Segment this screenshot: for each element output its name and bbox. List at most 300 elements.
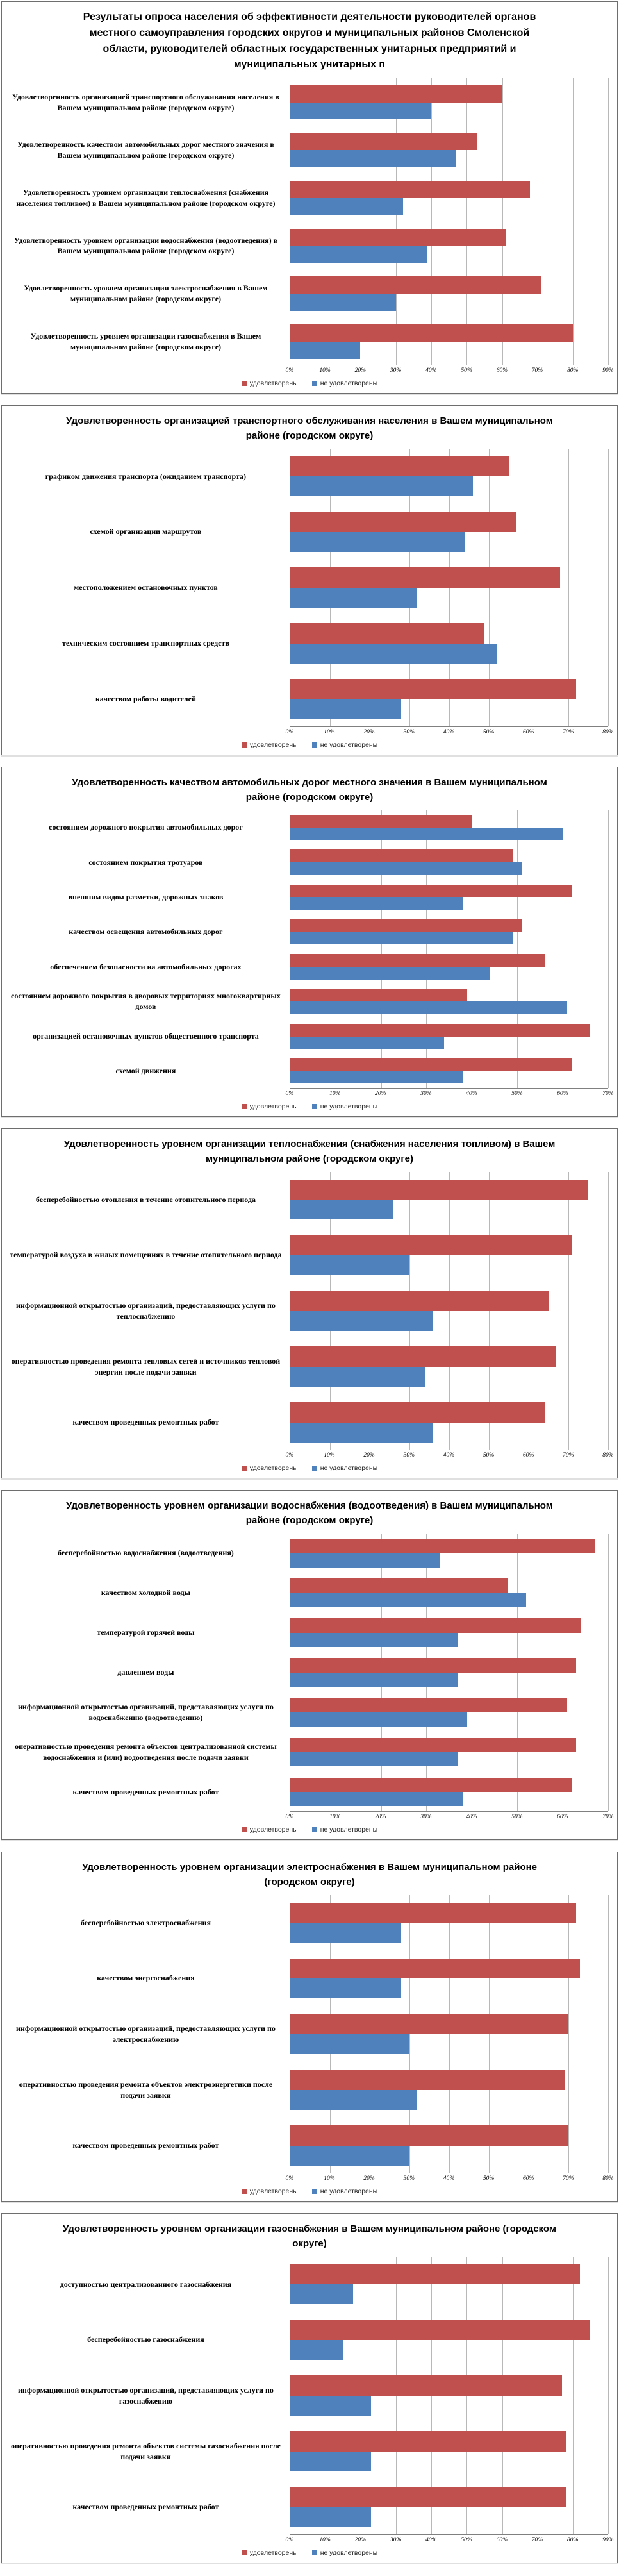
bar-group — [290, 917, 608, 946]
category-label: качеством энергоснабжения — [97, 1973, 195, 1983]
category-label: информационной открытостью организаций, представляющих услуги по водоснабжению (водоотведению) — [17, 1702, 274, 1722]
not-satisfied-bar — [290, 1367, 425, 1387]
bar-group — [290, 1776, 608, 1809]
axis-tick-label: 10% — [319, 2537, 331, 2543]
axis-tick-label: 20% — [363, 1452, 375, 1459]
satisfied-bar — [290, 1235, 572, 1255]
axis-tick-label: 20% — [363, 729, 375, 735]
x-axis — [285, 1089, 614, 1100]
category-label: организацией остановочных пунктов общественного транспорта — [33, 1032, 259, 1041]
satisfied-bar — [290, 919, 522, 932]
axis-tick-label: 10% — [324, 729, 335, 735]
chart-title: Удовлетворенность уровнем организации электроснабжения в Вашем муниципальном районе (городском округе) — [81, 1862, 538, 1888]
not-satisfied-swatch-icon — [312, 1104, 317, 1109]
category-label: Удовлетворенность качеством автомобильных дорог местного значения в Вашем муниципальном районе (городском округе) — [17, 140, 274, 160]
category-label: состоянием дорожного покрытия в дворовых территориях многоквартирных домов — [11, 991, 281, 1012]
not-satisfied-bar — [290, 246, 427, 263]
not-satisfied-bar — [290, 1037, 444, 1050]
axis-tick-label: 20% — [354, 367, 367, 374]
legend-label-satisfied: удовлетворены — [249, 741, 298, 749]
axis-tick-label: 40% — [443, 1452, 455, 1459]
bar-group — [290, 2067, 608, 2112]
category-row — [7, 845, 608, 880]
bar-group — [290, 274, 608, 313]
category-label: схемой организации маршрутов — [90, 527, 202, 537]
satisfied-swatch-icon — [242, 2550, 247, 2555]
axis-tick-label: 90% — [602, 2537, 614, 2543]
category-label: качеством проведенных ремонтных работ — [72, 1418, 219, 1427]
not-satisfied-bar — [290, 1792, 463, 1806]
satisfied-bar — [290, 1539, 595, 1553]
gridline — [608, 1895, 609, 2173]
category-row — [7, 671, 608, 727]
not-satisfied-bar — [290, 1978, 401, 1998]
axis-tick-label: 50% — [483, 1452, 495, 1459]
legend-label-not-satisfied: не удовлетворены — [320, 2549, 378, 2557]
axis-tick-label: 50% — [483, 2175, 495, 2182]
bar-group — [290, 2484, 608, 2530]
axis-tick-label: 50% — [483, 729, 495, 735]
chart-body — [7, 1534, 608, 1812]
axis-tick-label: 10% — [324, 2175, 335, 2182]
axis-tick-label: 10% — [329, 1814, 341, 1820]
satisfied-bar — [290, 1903, 576, 1923]
chart-panel — [1, 767, 618, 1117]
gridline — [608, 1172, 609, 1450]
category-row — [7, 2006, 608, 2062]
plot-area — [7, 1172, 614, 1462]
legend-label-not-satisfied: не удовлетворены — [320, 1826, 378, 1834]
axis-tick-label: 70% — [602, 1814, 614, 1820]
satisfied-swatch-icon — [242, 1827, 247, 1832]
satisfied-bar — [290, 954, 545, 967]
legend-label-satisfied: удовлетворены — [249, 1464, 298, 1472]
category-row — [7, 1339, 608, 1394]
category-row — [7, 78, 608, 126]
axis-tick-label: 50% — [461, 367, 472, 374]
bar-group — [290, 1022, 608, 1051]
satisfied-bar — [290, 679, 576, 699]
legend-label-satisfied: удовлетворены — [249, 380, 298, 387]
axis-tick-label: 60% — [496, 2537, 508, 2543]
category-rows — [7, 1534, 608, 1812]
x-axis — [285, 727, 614, 738]
axis-tick-label: 20% — [354, 2537, 367, 2543]
satisfied-bar — [290, 276, 541, 294]
category-row — [7, 914, 608, 949]
satisfied-bar — [290, 1058, 572, 1071]
satisfied-swatch-icon — [242, 2189, 247, 2194]
not-satisfied-bar — [290, 476, 473, 496]
chart-body — [7, 2257, 608, 2536]
bar-group — [290, 178, 608, 217]
axis-tick-label: 20% — [375, 1091, 386, 1097]
not-satisfied-bar — [290, 532, 465, 552]
bar-group — [290, 1696, 608, 1728]
legend-label-not-satisfied: не удовлетворены — [320, 380, 378, 387]
bar-group — [290, 621, 608, 666]
category-label: качеством проведенных ремонтных работ — [72, 2141, 219, 2150]
satisfied-bar — [290, 1618, 581, 1632]
axis-tick-label: 80% — [602, 1452, 614, 1459]
legend-item-not-satisfied — [312, 2187, 378, 2195]
satisfied-bar — [290, 815, 472, 828]
bar-group — [290, 848, 608, 877]
category-row — [7, 1895, 608, 1951]
satisfied-bar — [290, 456, 509, 476]
not-satisfied-bar — [290, 932, 513, 945]
category-label: бесперебойностью газоснабжения — [87, 2335, 204, 2345]
legend-item-not-satisfied — [312, 741, 378, 749]
legend-item-satisfied — [242, 741, 298, 749]
not-satisfied-bar — [290, 2034, 409, 2054]
plot-area — [7, 810, 614, 1100]
chart-title: Удовлетворенность уровнем организации водоснабжения (водоотведения) в Вашем муниципальном районе (городском округе) — [66, 1500, 553, 1526]
legend — [6, 2184, 613, 2198]
bar-group — [290, 2123, 608, 2168]
chart-body — [7, 810, 608, 1089]
legend-item-satisfied — [242, 2187, 298, 2195]
category-label: качеством проведенных ремонтных работ — [72, 1787, 219, 1796]
chart-body — [7, 449, 608, 728]
satisfied-bar — [290, 2070, 565, 2089]
category-label: температурой горячей воды — [97, 1628, 195, 1637]
category-row — [7, 1054, 608, 1089]
bar-group — [290, 509, 608, 555]
x-axis — [285, 2535, 614, 2546]
chart-title: Удовлетворенность организацией транспортного обслуживания населения в Вашем муниципальном районе (городском округе) — [66, 415, 553, 442]
legend — [6, 376, 613, 390]
axis-tick-label: 90% — [602, 367, 614, 374]
legend — [6, 2546, 613, 2560]
axis-tick-label: 0% — [285, 1091, 294, 1097]
not-satisfied-bar — [290, 1001, 567, 1014]
x-axis — [285, 1812, 614, 1823]
gridline — [608, 449, 609, 727]
legend-label-satisfied: удовлетворены — [249, 1103, 298, 1110]
legend-label-not-satisfied: не удовлетворены — [320, 1464, 378, 1472]
chart-body — [7, 1895, 608, 2174]
satisfied-bar — [290, 229, 506, 246]
category-label: доступностью централизованного газоснабжения — [60, 2279, 232, 2289]
category-rows — [7, 2257, 608, 2536]
category-label: схемой движения — [115, 1066, 176, 1076]
legend — [6, 1823, 613, 1837]
not-satisfied-bar — [290, 2396, 371, 2416]
category-row — [7, 2368, 608, 2423]
category-label: оперативностью проведения ремонта объектов электроэнергетики после подачи заявки — [19, 2079, 273, 2100]
x-axis — [285, 365, 614, 376]
not-satisfied-swatch-icon — [312, 2550, 317, 2555]
not-satisfied-bar — [290, 967, 490, 980]
axis-tick-label: 40% — [425, 2537, 437, 2543]
satisfied-bar — [290, 2431, 566, 2451]
category-label: информационной открытостью организаций, предоставляющих услуги по электроснабжению — [15, 2023, 276, 2044]
chart-title: Удовлетворенность уровнем организации теплоснабжения (снабжения населения топливом) в Вашем муниципальном районе (городском округе) — [63, 1139, 556, 1165]
satisfied-bar — [290, 1578, 508, 1593]
gridline — [608, 1534, 609, 1812]
not-satisfied-swatch-icon — [312, 381, 317, 386]
axis-tick-label: 20% — [375, 1814, 386, 1820]
not-satisfied-bar — [290, 2507, 371, 2527]
bar-group — [290, 953, 608, 982]
axis-tick-label: 50% — [511, 1091, 523, 1097]
axis-tick-label: 30% — [403, 1452, 415, 1459]
category-row — [7, 1653, 608, 1693]
category-label: обеспечением безопасности на автомобильных дорогах — [50, 962, 242, 971]
not-satisfied-bar — [290, 150, 456, 167]
axis-tick-label: 10% — [329, 1091, 341, 1097]
axis-tick-label: 40% — [466, 1814, 477, 1820]
category-label: бесперебойностью электроснабжения — [80, 1918, 211, 1927]
not-satisfied-bar — [290, 588, 417, 608]
not-satisfied-bar — [290, 1423, 433, 1443]
category-label: Удовлетворенность уровнем организации теплоснабжения (снабжения населения топливом) в Вашем муниципальном районе (городском округе) — [16, 187, 276, 208]
category-label: температурой воздуха в жилых помещениях в течение отопительного периода — [10, 1250, 282, 1260]
axis-tick-label: 70% — [563, 729, 574, 735]
not-satisfied-bar — [290, 198, 403, 215]
not-satisfied-bar — [290, 1200, 393, 1219]
bar-group — [290, 1176, 608, 1222]
bar-group — [290, 987, 608, 1016]
bar-group — [290, 1577, 608, 1609]
axis-tick-label: 0% — [285, 1452, 294, 1459]
category-row — [7, 984, 608, 1019]
legend-item-satisfied — [242, 1103, 298, 1110]
legend-item-not-satisfied — [312, 1103, 378, 1110]
satisfied-bar — [290, 2375, 562, 2395]
category-label: давлением воды — [117, 1668, 174, 1677]
plot-area — [7, 1895, 614, 2185]
category-label: качеством холодной воды — [101, 1588, 191, 1598]
chart-title: Результаты опроса населения об эффективности деятельности руководителей органов местного самоуправления городских округов и муниципальных районов Смоленской области, руководителей областных государственных унитарных предприятий и муниципальных унитарных п — [83, 12, 536, 71]
category-label: техническим состоянием транспортных средств — [62, 639, 229, 648]
bar-group — [290, 813, 608, 842]
category-label: Удовлетворенность уровнем организации водоснабжения (водоотведения) в Вашем муниципальном районе (городском округе) — [13, 235, 278, 256]
axis-tick-label: 0% — [285, 729, 294, 735]
not-satisfied-bar — [290, 1923, 401, 1943]
axis-tick-label: 0% — [285, 2175, 294, 2182]
satisfied-bar — [290, 885, 572, 898]
bar-group — [290, 1955, 608, 2001]
plot-area — [7, 78, 614, 376]
bar-group — [290, 1232, 608, 1278]
bar-group — [290, 1288, 608, 1334]
category-label: качеством освещения автомобильных дорог — [69, 927, 223, 937]
category-row — [7, 1573, 608, 1613]
category-row — [7, 1772, 608, 1812]
chart-title: Удовлетворенность уровнем организации газоснабжения в Вашем муниципальном районе (городском округе) — [63, 2223, 556, 2250]
category-row — [7, 1950, 608, 2006]
chart-panel — [1, 1, 618, 394]
axis-tick-label: 60% — [496, 367, 508, 374]
axis-tick-label: 10% — [319, 367, 331, 374]
satisfied-bar — [290, 133, 477, 150]
satisfied-bar — [290, 1180, 588, 1200]
legend-item-satisfied — [242, 1826, 298, 1834]
bar-group — [290, 1616, 608, 1649]
category-label: состоянием покрытия тротуаров — [88, 857, 203, 867]
satisfied-bar — [290, 324, 573, 342]
category-label: графиком движения транспорта (ожиданием транспорта) — [45, 471, 247, 481]
not-satisfied-bar — [290, 342, 360, 359]
satisfied-bar — [290, 1291, 549, 1310]
axis-tick-label: 60% — [557, 1814, 568, 1820]
chart-body — [7, 78, 608, 365]
category-row — [7, 880, 608, 914]
category-label: информационной открытостью организаций, представляющих услуги по газоснабжению — [17, 2385, 274, 2405]
x-axis — [285, 2173, 614, 2184]
legend-label-satisfied: удовлетворены — [249, 1826, 298, 1834]
axis-tick-label: 30% — [420, 1814, 432, 1820]
bar-group — [290, 453, 608, 499]
bar-group — [290, 1057, 608, 1086]
axis-tick-label: 30% — [390, 2537, 402, 2543]
category-row — [7, 2062, 608, 2118]
category-row — [7, 1732, 608, 1772]
axis-tick-label: 30% — [390, 367, 402, 374]
category-row — [7, 1693, 608, 1732]
plot-area — [7, 1534, 614, 1823]
category-row — [7, 1227, 608, 1283]
not-satisfied-bar — [290, 294, 396, 311]
satisfied-bar — [290, 989, 467, 1002]
category-row — [7, 1019, 608, 1053]
not-satisfied-bar — [290, 644, 497, 664]
legend-label-satisfied: удовлетворены — [249, 2187, 298, 2195]
axis-tick-label: 0% — [285, 2537, 294, 2543]
satisfied-swatch-icon — [242, 381, 247, 386]
chart-panel — [1, 1128, 618, 1478]
satisfied-bar — [290, 85, 502, 103]
category-label: Удовлетворенность уровнем организации газоснабжения в Вашем муниципальном районе (городском округе) — [30, 331, 261, 351]
category-label: качеством работы водителей — [95, 694, 196, 704]
chart-body — [7, 1172, 608, 1451]
axis-tick-label: 30% — [403, 2175, 415, 2182]
category-label: состоянием дорожного покрытия автомобильных дорог — [49, 823, 243, 832]
category-row — [7, 222, 608, 270]
category-row — [7, 126, 608, 174]
axis-tick-label: 70% — [563, 2175, 574, 2182]
axis-tick-label: 40% — [443, 2175, 455, 2182]
satisfied-bar — [290, 623, 484, 643]
axis-tick-label: 80% — [602, 2175, 614, 2182]
category-rows — [7, 1172, 608, 1451]
not-satisfied-bar — [290, 1712, 467, 1727]
category-label: Удовлетворенность организацией транспортного обслуживания населения в Вашем муниципальном районе (городском округе) — [12, 92, 279, 112]
category-row — [7, 949, 608, 984]
category-row — [7, 1283, 608, 1339]
category-row — [7, 1534, 608, 1573]
axis-tick-label: 70% — [602, 1091, 614, 1097]
legend-item-not-satisfied — [312, 2549, 378, 2557]
not-satisfied-bar — [290, 2284, 353, 2304]
category-label: внешним видом разметки, дорожных знаков — [68, 892, 224, 901]
category-label: Удовлетворенность уровнем организации электроснабжения в Вашем муниципальном районе (городском округе) — [24, 283, 268, 304]
category-row — [7, 1613, 608, 1653]
axis-tick-label: 70% — [563, 1452, 574, 1459]
satisfied-bar — [290, 1698, 567, 1712]
legend-label-not-satisfied: не удовлетворены — [320, 741, 378, 749]
bar-group — [290, 2429, 608, 2474]
satisfied-bar — [290, 1024, 590, 1037]
category-rows — [7, 449, 608, 728]
axis-tick-label: 60% — [522, 729, 534, 735]
category-row — [7, 2312, 608, 2368]
plot-area — [7, 449, 614, 739]
satisfied-bar — [290, 849, 513, 862]
bar-group — [290, 1400, 608, 1445]
category-label: местоположением остановочных пунктов — [73, 583, 218, 592]
plot-area — [7, 2257, 614, 2547]
category-label: бесперебойностью водоснабжения (водоотведения) — [58, 1548, 234, 1558]
bar-group — [290, 1344, 608, 1389]
satisfied-bar — [290, 1959, 581, 1978]
category-row — [7, 2479, 608, 2535]
chart-panel — [1, 1490, 618, 1840]
not-satisfied-bar — [290, 1553, 440, 1568]
chart-title: Удовлетворенность качеством автомобильных дорог местного значения в Вашем муниципальном районе (городском округе) — [72, 777, 547, 803]
bar-group — [290, 1735, 608, 1768]
category-label: оперативностью проведения ремонта объектов системы газоснабжения после подачи заявки — [10, 2441, 281, 2461]
legend — [6, 738, 613, 752]
category-row — [7, 810, 608, 845]
satisfied-swatch-icon — [242, 742, 247, 748]
not-satisfied-bar — [290, 1752, 458, 1766]
category-row — [7, 449, 608, 505]
not-satisfied-bar — [290, 897, 463, 910]
legend-item-not-satisfied — [312, 380, 378, 387]
axis-tick-label: 60% — [522, 1452, 534, 1459]
satisfied-bar — [290, 1738, 576, 1752]
bar-group — [290, 1656, 608, 1689]
axis-tick-label: 20% — [363, 2175, 375, 2182]
not-satisfied-bar — [290, 1673, 458, 1687]
category-label: оперативностью проведения ремонта тепловых сетей и источников тепловой энергии после подачи заявки — [11, 1356, 281, 1376]
satisfied-swatch-icon — [242, 1466, 247, 1471]
legend-item-satisfied — [242, 1464, 298, 1472]
not-satisfied-swatch-icon — [312, 1466, 317, 1471]
axis-tick-label: 80% — [567, 2537, 579, 2543]
not-satisfied-bar — [290, 2452, 371, 2471]
category-rows — [7, 810, 608, 1089]
axis-tick-label: 40% — [443, 729, 455, 735]
satisfied-bar — [290, 2320, 591, 2340]
category-row — [7, 317, 608, 365]
bar-group — [290, 2011, 608, 2057]
category-label: бесперебойностью отопления в течение отопительного периода — [35, 1194, 256, 1204]
axis-tick-label: 60% — [557, 1091, 568, 1097]
axis-tick-label: 0% — [285, 1814, 294, 1820]
satisfied-bar — [290, 1778, 572, 1792]
satisfied-bar — [290, 512, 516, 532]
satisfied-bar — [290, 2487, 566, 2507]
satisfied-bar — [290, 181, 531, 198]
not-satisfied-swatch-icon — [312, 2189, 317, 2194]
legend — [6, 1461, 613, 1475]
category-label: информационной открытостью организаций, предоставляющих услуги по теплоснабжению — [15, 1300, 276, 1321]
category-row — [7, 560, 608, 615]
x-axis — [285, 1450, 614, 1461]
chart-panel — [1, 405, 618, 755]
not-satisfied-bar — [290, 828, 563, 841]
chart-panel — [1, 2213, 618, 2563]
satisfied-bar — [290, 1658, 576, 1672]
axis-tick-label: 70% — [531, 367, 543, 374]
satisfied-bar — [290, 2264, 580, 2284]
category-rows — [7, 78, 608, 365]
category-rows — [7, 1895, 608, 2174]
